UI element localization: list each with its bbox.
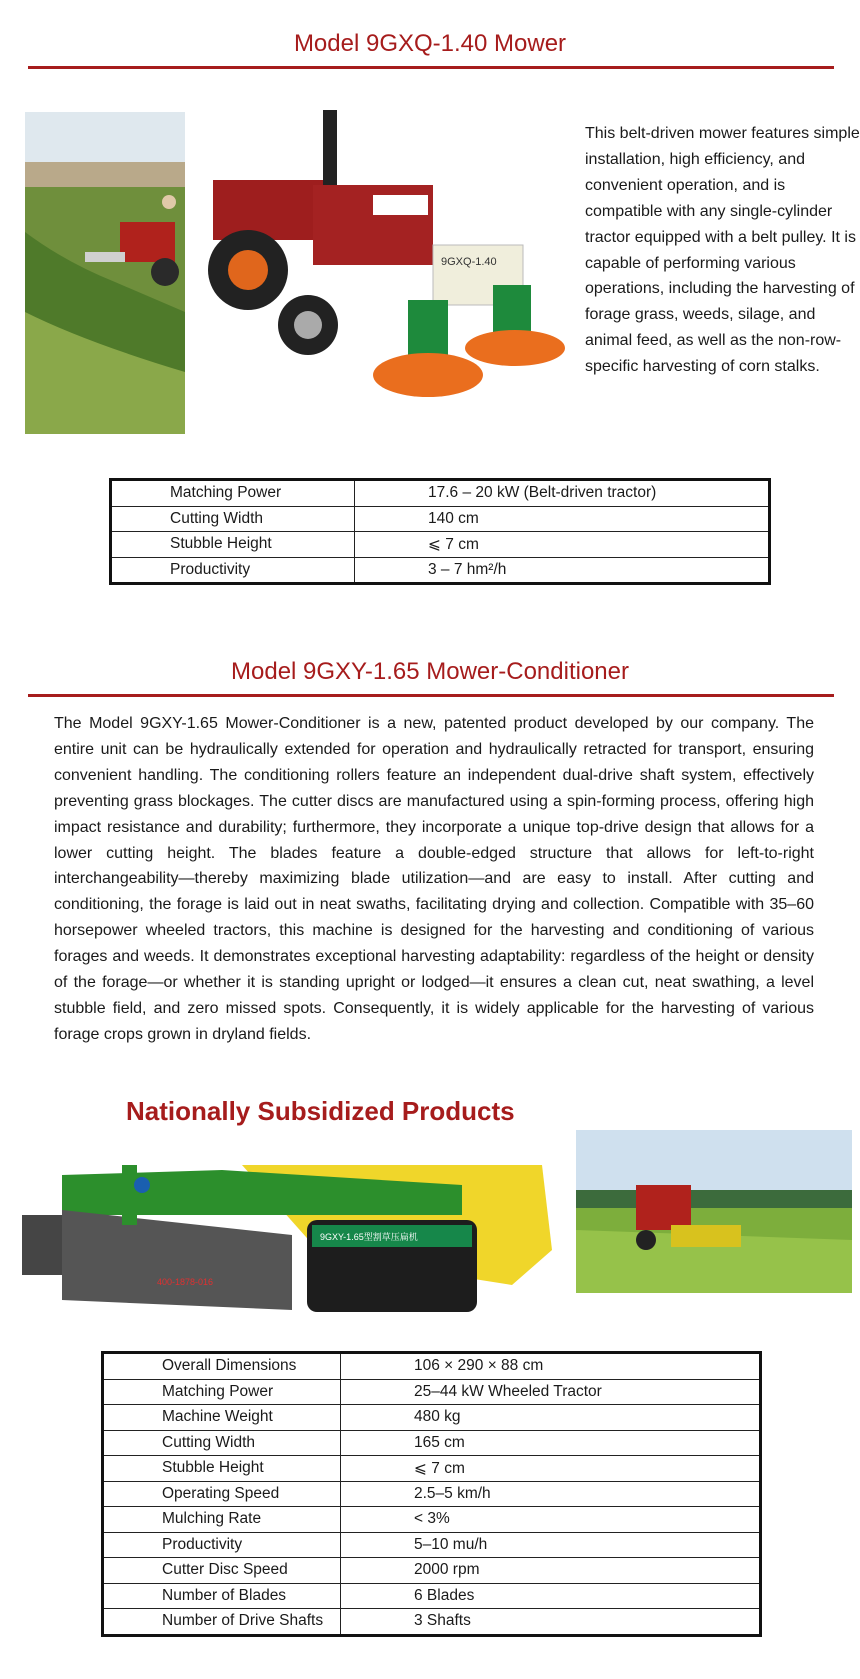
spec-label: Cutting Width xyxy=(111,506,355,532)
spec-value: 17.6 – 20 kW (Belt-driven tractor) xyxy=(355,480,770,507)
spec-label: Stubble Height xyxy=(103,1456,341,1482)
table-row xyxy=(111,532,770,558)
table-row xyxy=(103,1558,761,1584)
table-row xyxy=(111,480,770,507)
section1-title-rule xyxy=(28,66,834,69)
phone-number: 400-1878-016 xyxy=(157,1277,214,1287)
spec-label: Mulching Rate xyxy=(103,1507,341,1533)
spec-value: ⩽ 7 cm xyxy=(355,532,770,558)
section2-spec-table xyxy=(101,1351,762,1637)
spec-value: 140 cm xyxy=(355,506,770,532)
spec-value: 106 × 290 × 88 cm xyxy=(341,1353,761,1380)
section2-title-rule xyxy=(28,694,834,697)
spec-label: Operating Speed xyxy=(103,1481,341,1507)
table-row xyxy=(111,506,770,532)
table-row xyxy=(103,1379,761,1405)
spec-value: 2000 rpm xyxy=(341,1558,761,1584)
table-row xyxy=(111,557,770,584)
table-row xyxy=(103,1405,761,1431)
spec-label: Overall Dimensions xyxy=(103,1353,341,1380)
spec-value: 3 – 7 hm²/h xyxy=(355,557,770,584)
table-row xyxy=(103,1481,761,1507)
section1-title: Model 9GXQ-1.40 Mower xyxy=(293,30,567,57)
table-row xyxy=(103,1507,761,1533)
spec-value: ⩽ 7 cm xyxy=(341,1456,761,1482)
spec-label: Cutting Width xyxy=(103,1430,341,1456)
field-photo-mower xyxy=(25,112,185,434)
spec-label: Number of Drive Shafts xyxy=(103,1609,341,1636)
spec-value: 25–44 kW Wheeled Tractor xyxy=(341,1379,761,1405)
mower-conditioner-photo xyxy=(22,1135,555,1315)
spec-label: Productivity xyxy=(103,1532,341,1558)
field-photo-conditioner xyxy=(576,1130,852,1293)
section2-title: Model 9GXY-1.65 Mower-Conditioner xyxy=(231,658,629,685)
spec-label: Matching Power xyxy=(111,480,355,507)
spec-label: Cutter Disc Speed xyxy=(103,1558,341,1584)
table-row xyxy=(103,1353,761,1380)
table-row xyxy=(103,1456,761,1482)
spec-label: Stubble Height xyxy=(111,532,355,558)
spec-value: 2.5–5 km/h xyxy=(341,1481,761,1507)
spec-value: 480 kg xyxy=(341,1405,761,1431)
spec-label: Matching Power xyxy=(103,1379,341,1405)
spec-label: Number of Blades xyxy=(103,1583,341,1609)
table-row xyxy=(103,1532,761,1558)
spec-label: Machine Weight xyxy=(103,1405,341,1431)
table-row xyxy=(103,1583,761,1609)
table-row xyxy=(103,1609,761,1636)
spec-value: 165 cm xyxy=(341,1430,761,1456)
mower-9gxq-label: 9GXQ-1.40 xyxy=(441,256,497,268)
subsidy-heading: Nationally Subsidized Products xyxy=(126,1096,515,1126)
spec-value: 6 Blades xyxy=(341,1583,761,1609)
spec-value: < 3% xyxy=(341,1507,761,1533)
spec-value: 3 Shafts xyxy=(341,1609,761,1636)
section1-description: This belt-driven mower features simple installation, high efficiency, and convenient operation, and is compatible with any single-cylinder tractor equipped with a belt pulley. It is capable of performing various operations, including the harvesting of forage grass, weeds, silage, and animal feed, as well as the non-row-specific harvesting of corn stalks. xyxy=(585,125,860,376)
mower-9gxq-photo xyxy=(193,110,573,440)
spec-value: 5–10 mu/h xyxy=(341,1532,761,1558)
spec-label: Productivity xyxy=(111,557,355,584)
table-row xyxy=(103,1430,761,1456)
section2-description: The Model 9GXY-1.65 Mower-Conditioner is a new, patented product developed by our company. The entire unit can be hydraulically extended for operation and hydraulically retracted for transport, ensuring convenient handling. The conditioning rollers feature an independent dual-drive shaft system, effectively preventing grass blockages. The cutter discs are manufactured using a spin-forming process, offering high impact resistance and durability; furthermore, they incorporate a unique top-drive design that allows for a lower cutting height. The blades feature a double-edged structure that allows for left-to-right interchangeability—thereby maximizing blade utilization—and are easy to install. After cutting and conditioning, the forage is laid out in neat swaths, facilitating drying and collection. Compatible with 35–60 horsepower wheeled tractors, this machine is designed for the harvesting and conditioning of various forages and weeds. It demonstrates exceptional harvesting adaptability: regardless of the height or density of the forage—or whether it is standing upright or lodged—it ensures a clean cut, neat swathing, a level stubble field, and zero missed spots. Consequently, it is widely applicable for the harvesting of various forage crops grown in dryland fields. xyxy=(54,715,814,1043)
mower-conditioner-label: 9GXY-1.65型割草压扁机 xyxy=(320,1232,418,1242)
section1-spec-table xyxy=(109,478,771,585)
